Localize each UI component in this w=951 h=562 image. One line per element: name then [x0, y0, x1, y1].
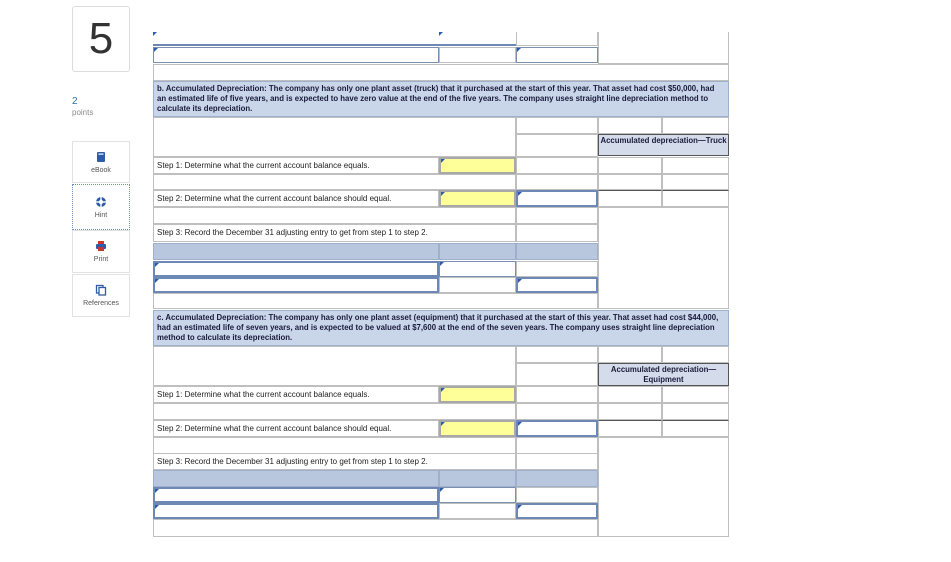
t-account-debit: [598, 403, 662, 420]
part-c-step2-balance-input[interactable]: [516, 420, 598, 437]
grid-cell: [439, 47, 516, 63]
points-value: 2: [72, 96, 78, 107]
grid-cell: [598, 117, 662, 134]
part-c-step2-input[interactable]: [439, 420, 516, 437]
question-number: 5: [72, 6, 130, 72]
part-b-step1-label: Step 1: Determine what the current account balance equals.: [153, 157, 439, 174]
t-account-credit: [662, 403, 729, 420]
t-account-debit-total: [598, 190, 662, 207]
part-b-step3-label: Step 3: Record the December 31 adjusting entry to get from step 1 to step 2.: [153, 224, 516, 242]
journal-account-input[interactable]: [153, 261, 439, 277]
grid-cell: [598, 207, 729, 309]
book-icon: [95, 151, 107, 163]
t-account-credit: [662, 174, 729, 190]
journal-header-credit: [516, 470, 598, 487]
lifebuoy-icon: [95, 196, 107, 208]
part-c-step3-label: Step 3: Record the December 31 adjusting entry to get from step 1 to step 2.: [153, 453, 516, 470]
grid-cell: [662, 117, 729, 134]
grid-cell: [516, 386, 598, 403]
journal-header-account: [153, 470, 439, 487]
journal-account-input[interactable]: [153, 277, 439, 293]
grid-cell: [598, 346, 662, 363]
grid-cell: [662, 346, 729, 363]
part-c-step2-label: Step 2: Determine what the current account balance should equal.: [153, 420, 439, 437]
grid-cell: [153, 293, 598, 309]
grid-cell: [516, 224, 598, 242]
grid-cell: [153, 174, 516, 190]
references-label: References: [83, 300, 119, 307]
journal-header-account: [153, 243, 439, 260]
journal-debit-input[interactable]: [439, 261, 516, 277]
part-b-account-header: Accumulated depreciation—Truck: [598, 134, 729, 156]
t-account-debit: [598, 386, 662, 403]
grid-cell: [516, 363, 598, 386]
grid-cell: [598, 437, 729, 537]
grid-cell: [516, 117, 598, 134]
grid-cell: [516, 207, 598, 224]
grid-cell: [153, 519, 598, 537]
part-b-step2-label: Step 2: Determine what the current account balance should equal.: [153, 190, 439, 207]
grid-cell: [439, 277, 516, 293]
part-b-step1-input[interactable]: [439, 157, 516, 174]
grid-cell: [516, 346, 598, 363]
journal-credit-input[interactable]: [516, 503, 598, 519]
journal-header-credit: [516, 243, 598, 260]
account-input[interactable]: [153, 47, 439, 63]
part-b-step2-input[interactable]: [439, 190, 516, 207]
credit-input[interactable]: [516, 47, 598, 63]
part-c-step1-label: Step 1: Determine what the current account balance equals.: [153, 386, 439, 403]
grid-cell: [153, 64, 729, 81]
grid-cell: [439, 503, 516, 519]
grid-cell: [153, 346, 516, 386]
part-b-step2-balance-input[interactable]: [516, 190, 598, 207]
journal-header-debit: [439, 243, 516, 260]
grid-cell: [153, 207, 516, 224]
journal-account-input[interactable]: [153, 487, 439, 503]
grid-cell: [516, 403, 598, 420]
t-account-credit-total: [662, 420, 729, 437]
ebook-label: eBook: [91, 166, 111, 174]
grid-cell: [516, 453, 598, 470]
part-c-description: c. Accumulated Depreciation: The company has only one plant asset (equipment) that it purchased at the start of this year. That asset had cost $44,000, had an estimated life of seven years, and is expected to be valued at $7,600 at the end of the seven years. The company uses straight line depreciation method to calculate its depreciation.: [153, 310, 729, 346]
grid-cell: [153, 403, 516, 420]
part-c-account-header: Accumulated depreciation—Equipment: [598, 363, 729, 386]
grid-cell: [516, 174, 598, 190]
printer-icon: [95, 240, 107, 252]
worksheet: [153, 0, 729, 537]
grid-cell: [516, 157, 598, 174]
t-account-debit: [598, 157, 662, 174]
journal-account-input[interactable]: [153, 503, 439, 519]
journal-debit-input[interactable]: [439, 487, 516, 503]
t-account-credit-total: [662, 190, 729, 207]
grid-cell: [516, 134, 598, 157]
debit-input[interactable]: [439, 32, 516, 46]
account-input[interactable]: [153, 32, 439, 46]
references-button[interactable]: [72, 274, 130, 317]
points-label: points: [72, 108, 94, 117]
part-b-description: b. Accumulated Depreciation: The company has only one plant asset (truck) that it purchased at the start of this year. That asset had cost $50,000, had an estimated life of five years, and is expected to have zero value at the end of the five years. The company uses straight line depreciation method to calculate its depreciation.: [153, 81, 729, 117]
part-c-step1-input[interactable]: [439, 386, 516, 403]
hint-label: Hint: [94, 211, 108, 219]
t-account-credit: [662, 157, 729, 174]
t-account-credit: [662, 386, 729, 403]
print-label: Print: [93, 256, 109, 263]
ebook-button[interactable]: [72, 141, 130, 183]
hint-button[interactable]: [72, 184, 130, 230]
t-account-debit-total: [598, 420, 662, 437]
grid-cell: [153, 437, 516, 454]
journal-credit-input[interactable]: [516, 277, 598, 293]
grid-cell: [516, 437, 598, 454]
grid-cell: [153, 117, 516, 157]
t-account-debit: [598, 174, 662, 190]
grid-cell: [516, 261, 598, 277]
grid-cell: [516, 487, 598, 503]
copy-icon: [95, 284, 107, 296]
print-button[interactable]: [72, 230, 130, 273]
grid-cell: [598, 32, 729, 64]
grid-cell: [516, 32, 598, 46]
journal-header-debit: [439, 470, 516, 487]
